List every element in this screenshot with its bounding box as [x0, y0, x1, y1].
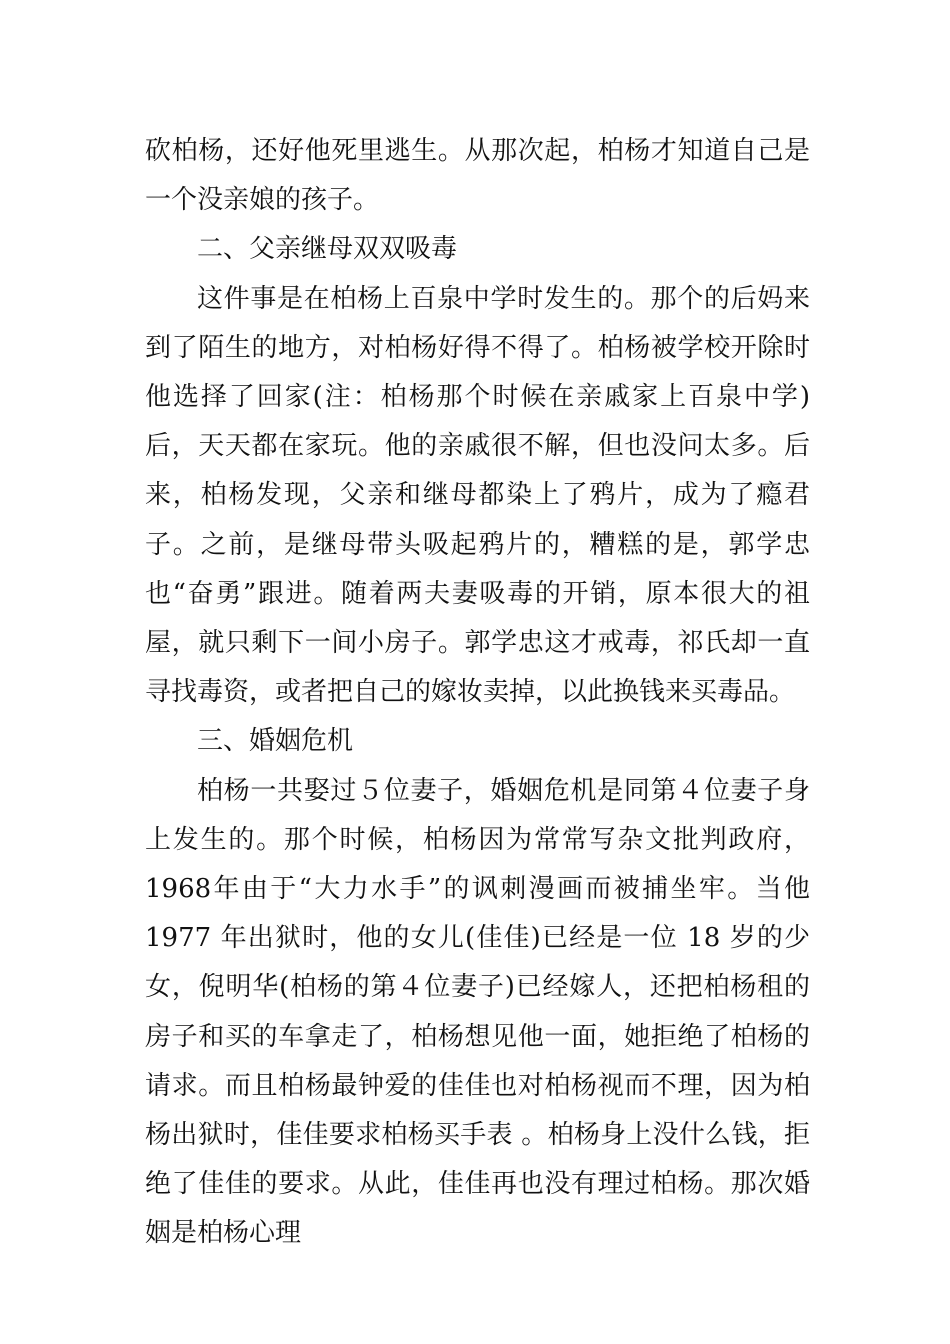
- paragraph-marriage-crisis: 柏杨一共娶过５位妻子，婚姻危机是同第４位妻子身上发生的。那个时候，柏杨因为常常写杂文批判政府，1968年由于“大力水手”的讽刺漫画而被捕坐牢。当他 1977 年出狱时，他的女儿(佳佳)已经是一位 18 岁的少女，倪明华(柏杨的第４位妻子)已经嫁人，还把柏杨租的房子和买的车拿走了，柏杨想见他一面，她拒绝了柏杨的请求。而且柏杨最钟爱的佳佳也对柏杨视而不理，因为柏杨出狱时，佳佳要求柏杨买手表 。柏杨身上没什么钱，拒绝了佳佳的要求。从此，佳佳再也没有理过柏杨。那次婚姻是柏杨心理: [145, 775, 810, 1249]
- document-body: [145, 127, 810, 1259]
- paragraph-drug-use: 这件事是在柏杨上百泉中学时发生的。那个的后妈来到了陌生的地方，对柏杨好得不得了。柏杨被学校开除时他选择了回家(注：柏杨那个时候在亲戚家上百泉中学)后，天天都在家玩。他的亲戚很不解，但也没问太多。后来，柏杨发现，父亲和继母都染上了鸦片，成为了瘾君子。之前，是继母带头吸起鸦片的，糟糕的是，郭学忠也“奋勇”跟进。随着两夫妻吸毒的开销，原本很大的祖屋，就只剩下一间小房子。郭学忠这才戒毒，祁氏却一直寻找毒资，或者把自己的嫁妆卖掉，以此换钱来买毒品。: [145, 283, 810, 708]
- section-heading-2: 二、父亲继母双双吸毒: [197, 234, 458, 265]
- section-heading-3: 三、婚姻危机: [197, 726, 354, 757]
- paragraph-continuation: 砍柏杨，还好他死里逃生。从那次起，柏杨才知道自己是一个没亲娘的孩子。: [145, 136, 810, 216]
